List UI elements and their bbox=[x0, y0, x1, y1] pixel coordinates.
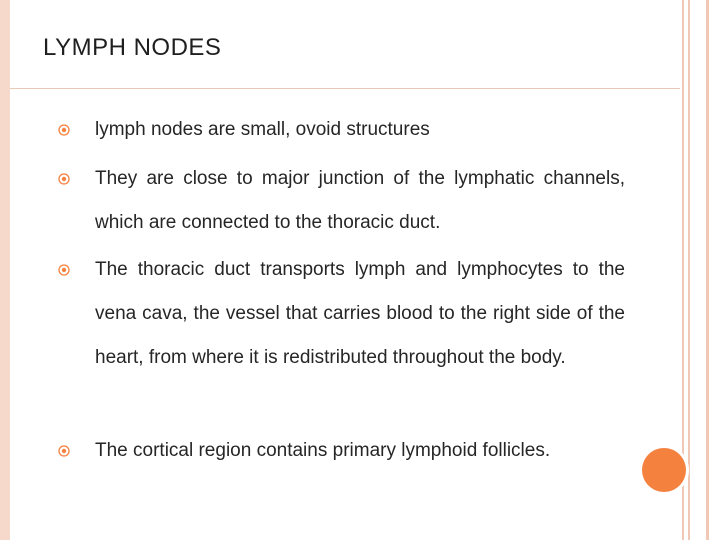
bullet-item bbox=[63, 248, 625, 380]
decorative-circle bbox=[642, 448, 686, 492]
bullet-item bbox=[63, 157, 625, 245]
bullet-item bbox=[63, 429, 625, 473]
bullet-text: They are close to major junction of the lymphatic channels, which are connected to the thoracic duct. bbox=[95, 168, 625, 233]
bullet-text: lymph nodes are small, ovoid structures bbox=[95, 119, 430, 140]
title-bar bbox=[10, 0, 680, 89]
bullet-text: The cortical region contains primary lymphoid follicles. bbox=[95, 440, 551, 461]
left-decorative-band bbox=[0, 0, 10, 540]
bullet-item bbox=[63, 108, 625, 152]
sun-bullet-icon bbox=[58, 173, 70, 185]
slide-title: LYMPH NODES bbox=[43, 34, 222, 61]
sun-bullet-icon bbox=[58, 124, 70, 136]
decorative-line bbox=[706, 0, 709, 540]
sun-bullet-icon bbox=[58, 264, 70, 276]
decorative-line bbox=[688, 0, 690, 540]
sun-bullet-icon bbox=[58, 445, 70, 457]
bullet-text: The thoracic duct transports lymph and lymphocytes to the vena cava, the vessel that carries blood to the right side of the heart, from where it is redistributed throughout the body. bbox=[95, 259, 625, 368]
